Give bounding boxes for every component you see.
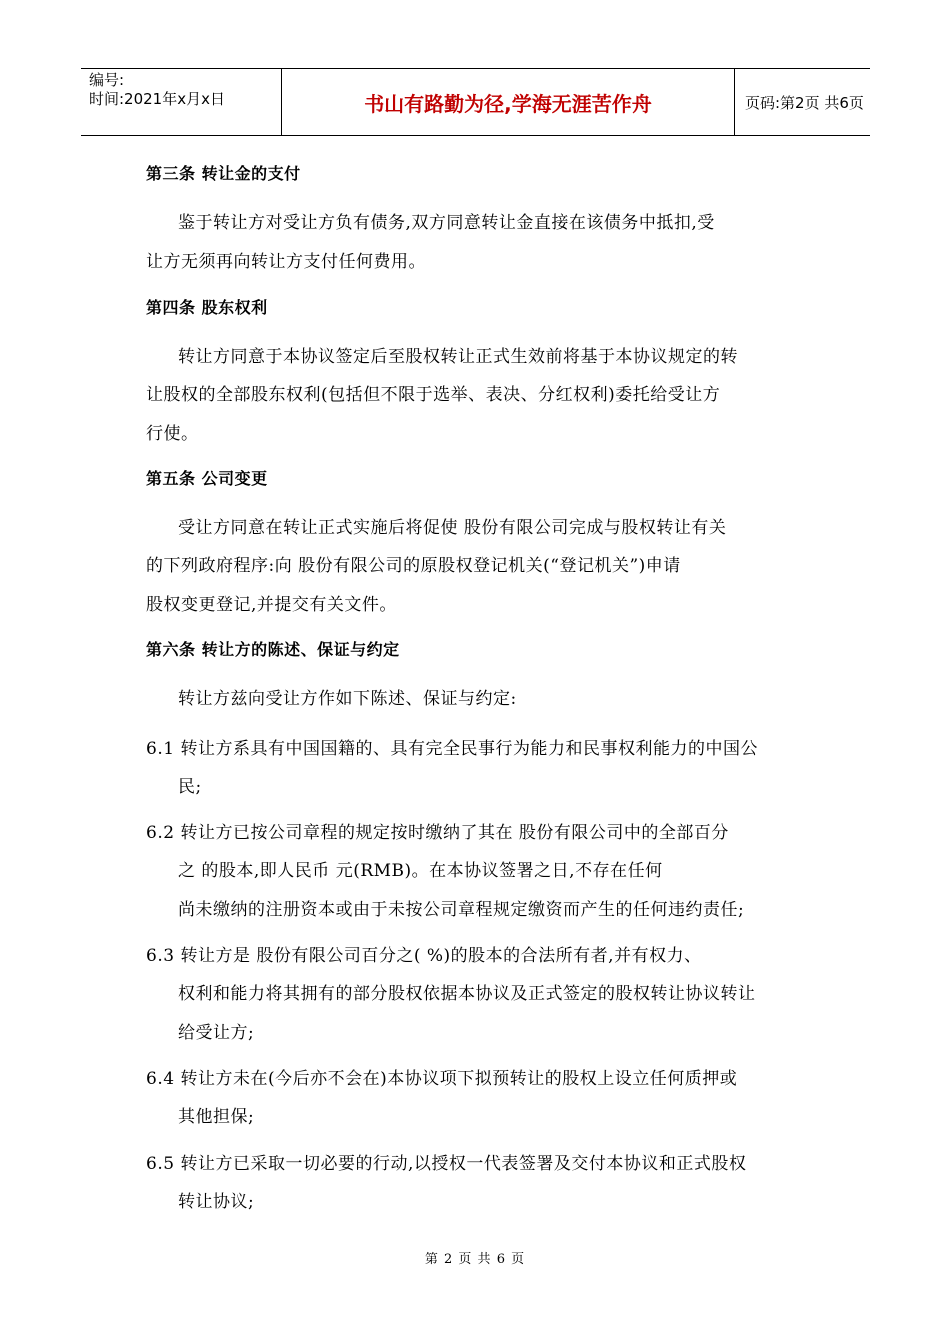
- article-4-text: 转让方同意于本协议签定后至股权转让正式生效前将基于本协议规定的转: [178, 347, 738, 367]
- clause-6-3: 给受让方;: [178, 1023, 255, 1043]
- clause-6-4: 6.4 转让方未在(今后亦不会在)本协议项下拟预转让的股权上设立任何质押或: [146, 1069, 738, 1089]
- article-5-text: 受让方同意在转让正式实施后将促使 股份有限公司完成与股权转让有关: [178, 518, 727, 538]
- header-page-info: 页码:第2页 共6页: [745, 93, 864, 112]
- page-header: [81, 68, 870, 136]
- clause-6-2: 尚未缴纳的注册资本或由于未按公司章程规定缴资而产生的任何违约责任;: [178, 900, 745, 920]
- article-3-title: 第三条 转让金的支付: [146, 164, 301, 183]
- article-5-text: 的下列政府程序:向 股份有限公司的原股权登记机关(“登记机关”)申请: [146, 556, 681, 576]
- page-footer: 第 2 页 共 6 页: [424, 1252, 526, 1267]
- clause-6-3: 6.3 转让方是 股份有限公司百分之( %)的股本的合法所有者,并有权力、: [146, 946, 702, 966]
- article-4-text: 让股权的全部股东权利(包括但不限于选举、表决、分红权利)委托给受让方: [146, 385, 721, 405]
- clause-6-3: 权利和能力将其拥有的部分股权依据本协议及正式签定的股权转让协议转让: [178, 984, 756, 1004]
- clause-6-5: 转让协议;: [178, 1192, 255, 1212]
- article-4-title: 第四条 股东权利: [146, 298, 268, 317]
- article-6-intro: 转让方兹向受让方作如下陈述、保证与约定:: [178, 689, 517, 709]
- article-5-title: 第五条 公司变更: [146, 469, 268, 488]
- document-date: 时间:2021年x月x日: [89, 90, 225, 108]
- clause-6-1: 6.1 转让方系具有中国国籍的、具有完全民事行为能力和民事权利能力的中国公: [146, 739, 758, 759]
- article-4-text: 行使。: [146, 424, 199, 444]
- clause-6-5: 6.5 转让方已采取一切必要的行动,以授权一代表签署及交付本协议和正式股权: [146, 1154, 747, 1174]
- document-number-label: 编号:: [89, 71, 125, 89]
- article-3-text: 鉴于转让方对受让方负有债务,双方同意转让金直接在该债务中抵扣,受: [178, 213, 715, 233]
- article-5-text: 股权变更登记,并提交有关文件。: [146, 595, 397, 615]
- header-meta: [81, 69, 282, 135]
- clause-6-1: 民;: [178, 777, 202, 797]
- article-6-title: 第六条 转让方的陈述、保证与约定: [146, 640, 400, 659]
- clause-6-2: 6.2 转让方已按公司章程的规定按时缴纳了其在 股份有限公司中的全部百分: [146, 823, 729, 843]
- clause-6-2: 之 的股本,即人民币 元(RMB)。在本协议签署之日,不存在任何: [178, 861, 663, 881]
- clause-6-4: 其他担保;: [178, 1107, 255, 1127]
- header-motto: 书山有路勤为径,学海无涯苦作舟: [282, 69, 735, 135]
- article-3-text: 让方无须再向转让方支付任何费用。: [146, 252, 426, 272]
